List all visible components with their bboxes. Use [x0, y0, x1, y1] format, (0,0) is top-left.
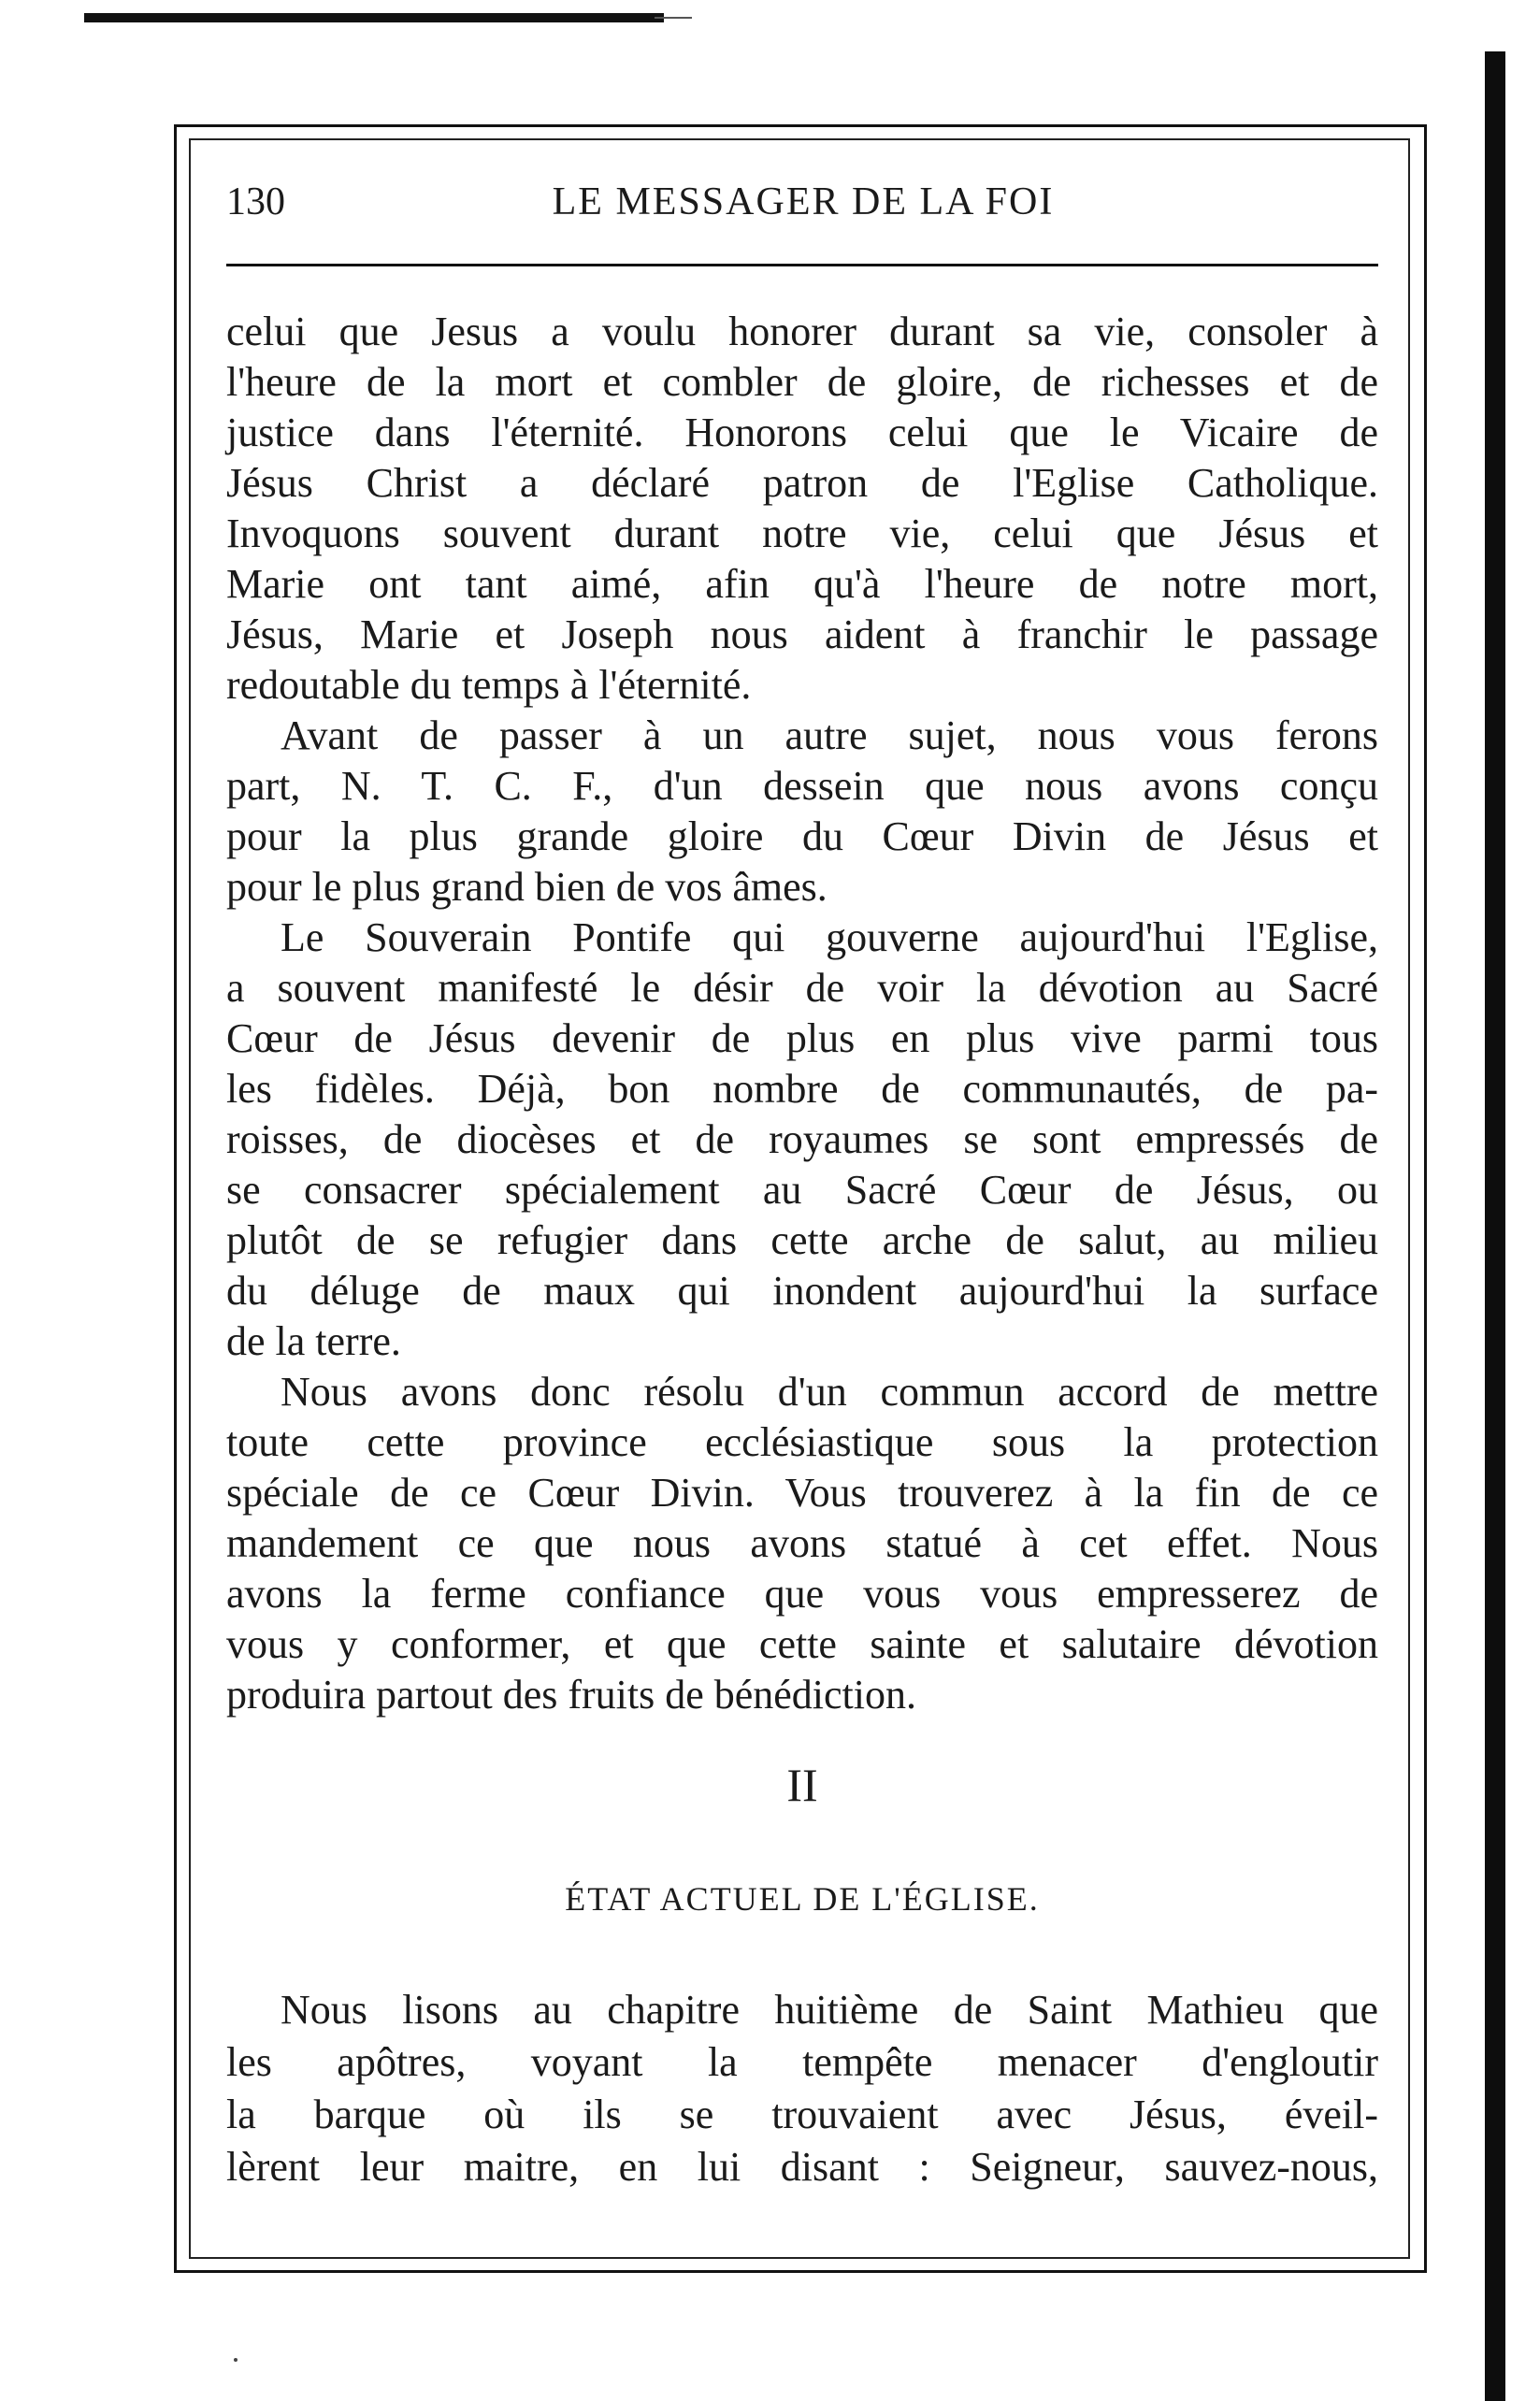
paragraph-start-line: Nous lisons au chapitre huitième de Saint Mathieu que — [281, 1987, 1378, 2033]
paragraph-start-line: Avant de passer à un autre sujet, nous vous ferons — [281, 712, 1378, 758]
text-line: Invoquons souvent durant notre vie, celui que Jésus et — [226, 510, 1378, 556]
text-line: justice dans l'éternité. Honorons celui que le Vicaire de — [226, 410, 1378, 455]
text-line: toute cette province ecclésiastique sous la protection — [226, 1419, 1378, 1465]
text-line: Jésus Christ a déclaré patron de l'Eglise Catholique. — [226, 460, 1378, 506]
text-line-italic-phrase — [226, 458, 1378, 509]
text-line: se consacrer spécialement au Sacré Cœur de Jésus, ou — [226, 1167, 1378, 1213]
text-line: roisses, de diocèses et de royaumes se sont empressés de — [226, 1116, 1378, 1162]
text-line: lèrent leur maitre, en lui disant : Seigneur, sauvez-nous, — [226, 2144, 1378, 2190]
header-rule — [226, 264, 1378, 266]
text-line: l'heure de la mort et combler de gloire, de richesses et de — [226, 359, 1378, 405]
text-line: les apôtres, voyant la tempête menacer d'engloutir — [226, 2039, 1378, 2085]
text-line: pour le plus grand bien de vos âmes. — [226, 864, 828, 910]
body-text — [226, 307, 1378, 1720]
page-binding-edge — [1485, 51, 1505, 2401]
section-number: II — [786, 1759, 818, 1811]
section-body-text — [226, 1984, 1378, 2193]
text-line: de la terre. — [226, 1318, 401, 1364]
top-edge-rule — [84, 13, 664, 22]
text-line: celui que Jesus a voulu honorer durant sa vie, consoler à — [226, 309, 1378, 354]
text-line: plutôt de se refugier dans cette arche de salut, au milieu — [226, 1217, 1378, 1263]
text-line: mandement ce que nous avons statué à cet effet. Nous — [226, 1520, 1378, 1566]
text-line: Jésus, Marie et Joseph nous aident à franchir le passage — [226, 611, 1378, 657]
top-edge-rule-thin — [655, 17, 692, 19]
text-line: vous y conformer, et que cette sainte et salutaire dévotion — [226, 1621, 1378, 1667]
text-line: redoutable du temps à l'éternité. — [226, 662, 752, 708]
page-header — [226, 172, 1380, 237]
text-line: produira partout des fruits de bénédiction. — [226, 1672, 917, 1718]
text-line: Cœur de Jésus devenir de plus en plus vive parmi tous — [226, 1015, 1378, 1061]
page-number: 130 — [226, 180, 285, 223]
text-line: pour la plus grande gloire du Cœur Divin de Jésus et — [226, 813, 1378, 859]
text-line: a souvent manifesté le désir de voir la dévotion au Sacré — [226, 965, 1378, 1011]
text-line: spéciale de ce Cœur Divin. Vous trouverez à la fin de ce — [226, 1470, 1378, 1516]
running-title: LE MESSAGER DE LA FOI — [552, 180, 1055, 223]
text-line: Marie ont tant aimé, afin qu'à l'heure de notre mort, — [226, 561, 1378, 607]
text-line: les fidèles. Déjà, bon nombre de communautés, de pa- — [226, 1066, 1378, 1112]
text-line: du déluge de maux qui inondent aujourd'hui la surface — [226, 1268, 1378, 1314]
stray-ink-dot — [234, 2358, 237, 2362]
text-line: la barque où ils se trouvaient avec Jésus, éveil- — [226, 2092, 1378, 2137]
text-line: avons la ferme confiance que vous vous empresserez de — [226, 1571, 1378, 1617]
section-title: ÉTAT ACTUEL DE L'ÉGLISE. — [565, 1880, 1040, 1918]
paragraph-start-line: Nous avons donc résolu d'un commun accord de mettre — [281, 1369, 1378, 1415]
paragraph-start-line: Le Souverain Pontife qui gouverne aujourd'hui l'Eglise, — [281, 914, 1378, 960]
text-line: part, N. T. C. F., d'un dessein que nous avons conçu — [226, 763, 1378, 809]
